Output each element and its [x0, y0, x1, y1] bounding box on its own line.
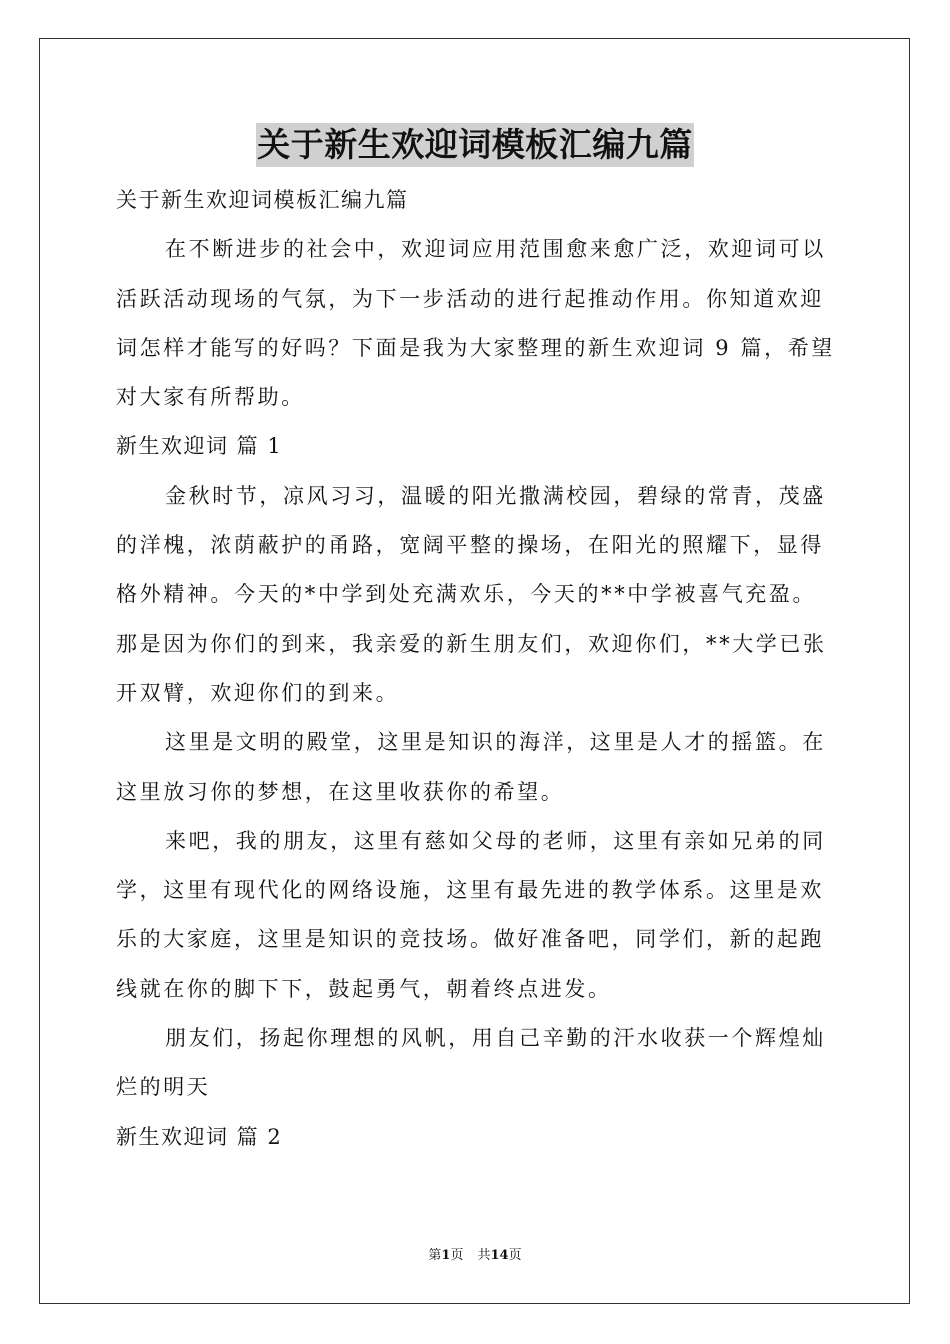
paragraph-line: 学，这里有现代化的网络设施，这里有最先进的教学体系。这里是欢: [116, 878, 824, 903]
paragraph-line: 对大家有所帮助。: [116, 385, 305, 410]
paragraph-line: 这里是文明的殿堂，这里是知识的海洋，这里是人才的摇篮。在: [165, 730, 826, 755]
total-suffix: 页: [508, 1248, 522, 1263]
section-heading: 新生欢迎词 篇 2: [116, 1124, 283, 1149]
section-heading: 新生欢迎词 篇 1: [116, 434, 283, 459]
paragraph-line: 来吧，我的朋友，这里有慈如父母的老师，这里有亲如兄弟的同: [165, 828, 826, 853]
paragraph-line: 那是因为你们的到来，我亲爱的新生朋友们，欢迎你们，**大学已张: [116, 631, 827, 656]
page-suffix: 页: [450, 1248, 464, 1263]
intro-paragraph: [116, 225, 836, 422]
paragraph-line: 格外精神。今天的*中学到处充满欢乐，今天的**中学被喜气充盈。: [116, 582, 817, 607]
body-paragraph: [116, 817, 836, 1014]
paragraph-line: 这里放习你的梦想，在这里收获你的希望。: [116, 779, 565, 804]
paragraph-line: 词怎样才能写的好吗？下面是我为大家整理的新生欢迎词 9 篇，希望: [116, 335, 835, 360]
paragraph-line: 活跃活动现场的气氛，为下一步活动的进行起推动作用。你知道欢迎: [116, 286, 824, 311]
page-total: 14: [490, 1248, 509, 1263]
paragraph-line: 线就在你的脚下下，鼓起勇气，朝着终点进发。: [116, 976, 612, 1001]
body-paragraph: [116, 718, 836, 817]
paragraph-line: 在不断进步的社会中，欢迎词应用范围愈来愈广泛，欢迎词可以: [165, 237, 826, 262]
page-footer: [0, 1247, 950, 1265]
page-number: 1: [441, 1248, 451, 1263]
document-title: 关于新生欢迎词模板汇编九篇: [256, 123, 694, 167]
title-container: [0, 123, 950, 167]
paragraph-line: 的洋槐，浓荫蔽护的甬路，宽阔平整的操场，在阳光的照耀下，显得: [116, 533, 824, 558]
document-subtitle: 关于新生欢迎词模板汇编九篇: [116, 188, 409, 212]
total-prefix: 共: [477, 1248, 491, 1263]
paragraph-line: 金秋时节，凉风习习，温暖的阳光撒满校园，碧绿的常青，茂盛: [165, 483, 826, 508]
paragraph-line: 朋友们，扬起你理想的风帆，用自己辛勤的汗水收获一个辉煌灿: [165, 1026, 826, 1051]
document-body: [116, 176, 836, 1162]
body-paragraph: [116, 472, 836, 718]
page-prefix: 第: [428, 1248, 442, 1263]
paragraph-line: 烂的明天: [116, 1075, 211, 1100]
paragraph-line: 开双臂，欢迎你们的到来。: [116, 680, 400, 705]
body-paragraph: [116, 1014, 836, 1113]
paragraph-line: 乐的大家庭，这里是知识的竞技场。做好准备吧，同学们，新的起跑: [116, 927, 824, 952]
